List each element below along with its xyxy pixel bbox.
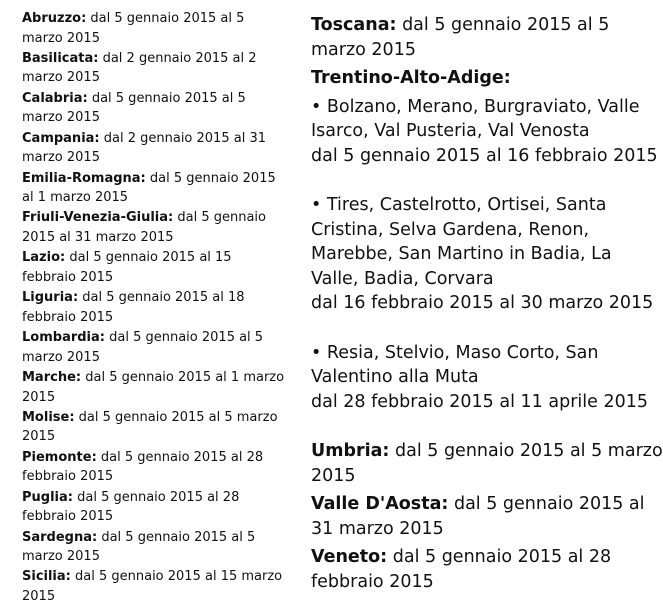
toscana-line-1 <box>311 13 610 38</box>
entry-line-1 <box>22 9 300 29</box>
group-line: • Tires, Castelrotto, Ortisei, Santa <box>311 195 607 215</box>
region-entry <box>22 129 300 169</box>
date-text: dal 5 gennaio 2015 al 5 <box>86 11 245 26</box>
date-text: dal 5 gennaio 2015 al 5 <box>104 330 264 346</box>
date-text: dal 5 gennaio 2015 al 28 <box>96 449 264 465</box>
entry-line-2: febbraio 2015 <box>22 309 114 325</box>
entry-line-1 <box>22 129 300 149</box>
region-name: Campania: <box>22 130 100 146</box>
region-entry <box>22 408 300 448</box>
trentino-group-3 <box>311 341 648 415</box>
region-name: Calabria: <box>22 90 88 106</box>
region-name: Abruzzo: <box>22 11 87 26</box>
entry-line-1 <box>22 328 300 348</box>
entry-line-1 <box>22 248 300 268</box>
veneto-entry <box>311 545 612 594</box>
region-entry <box>22 288 300 328</box>
date-text: dal 5 gennaio 2015 al 28 <box>387 547 612 567</box>
region-entry <box>22 368 300 408</box>
entry-line-1 <box>22 169 300 189</box>
region-name: Friuli-Venezia-Giulia: <box>22 210 174 226</box>
entry-line-2: marzo 2015 <box>22 349 100 365</box>
region-name: Piemonte: <box>22 449 97 465</box>
date-text: dal 2 gennaio 2015 al 31 <box>99 130 266 146</box>
region-name: Veneto: <box>311 547 388 567</box>
group-date: dal 28 febbraio 2015 al 11 aprile 2015 <box>311 391 648 412</box>
entry-line-1 <box>22 448 300 468</box>
date-text: dal 5 gennaio 2015 al 28 <box>72 489 240 505</box>
group-line: Isarco, Val Pusteria, Val Venosta <box>311 121 590 141</box>
entry-line-1 <box>22 89 300 109</box>
date-text: dal 2 gennaio 2015 al 2 <box>98 50 257 66</box>
region-name: Puglia: <box>22 489 73 505</box>
region-entry <box>22 89 300 129</box>
group-date: dal 16 febbraio 2015 al 30 marzo 2015 <box>311 293 654 313</box>
region-entry <box>22 528 300 568</box>
entry-line-1 <box>22 408 300 428</box>
right-column <box>311 13 663 603</box>
region-name: Liguria: <box>22 290 79 306</box>
veneto-line-1 <box>311 545 612 570</box>
umbria-line-1 <box>311 439 663 464</box>
group-line: • Bolzano, Merano, Burgraviato, Valle <box>311 96 640 117</box>
entry-line-1 <box>22 49 300 69</box>
region-name: Basilicata: <box>22 50 99 66</box>
trentino-group-1 <box>311 95 658 169</box>
toscana-entry <box>311 13 610 62</box>
toscana-line-2: marzo 2015 <box>311 39 416 60</box>
entry-line-2: al 1 marzo 2015 <box>22 190 129 206</box>
date-text: dal 5 gennaio 2015 al 5 marzo <box>74 409 278 425</box>
group-line: Valle, Badia, Corvara <box>311 268 494 289</box>
trentino-entry <box>311 66 658 414</box>
region-entry <box>22 49 300 89</box>
entry-line-2: 2015 <box>22 588 56 604</box>
trentino-group-2 <box>311 193 654 316</box>
entry-line-2: febbraio 2015 <box>22 269 114 285</box>
entry-line-2: 2015 al 31 marzo 2015 <box>22 229 174 245</box>
umbria-entry <box>311 439 663 488</box>
region-name: Sardegna: <box>22 529 98 545</box>
region-entry <box>22 567 300 607</box>
entry-line-2: febbraio 2015 <box>22 469 114 485</box>
entry-line-1 <box>22 208 300 228</box>
region-entry <box>22 248 300 288</box>
entry-line-1 <box>22 288 300 308</box>
date-text: dal 5 gennaio 2015 al 5 <box>97 529 256 545</box>
entry-line-2: 2015 <box>22 389 56 405</box>
region-name: Lazio: <box>22 250 66 266</box>
region-entry <box>22 208 300 248</box>
valle-daosta-line-2: 31 marzo 2015 <box>311 518 444 539</box>
veneto-line-2: febbraio 2015 <box>311 571 434 592</box>
entry-line-2: marzo 2015 <box>22 150 100 166</box>
entry-line-1 <box>22 567 300 587</box>
entry-line-2: marzo 2015 <box>22 110 100 126</box>
region-entry <box>22 169 300 209</box>
region-entry <box>22 448 300 488</box>
entry-line-2: febbraio 2015 <box>22 509 114 525</box>
region-entry <box>22 328 300 368</box>
entry-line-2: 2015 <box>22 429 56 445</box>
date-text: dal 5 gennaio <box>173 210 266 226</box>
entry-line-2: marzo 2015 <box>22 30 100 46</box>
valle-daosta-entry <box>311 492 645 541</box>
group-line: Marebbe, San Martino in Badia, La <box>311 244 612 264</box>
left-column <box>22 9 300 604</box>
region-name: Umbria: <box>311 441 390 461</box>
region-name: Toscana: <box>311 15 397 35</box>
group-line: Valentino alla Muta <box>311 367 479 387</box>
region-name: Lombardia: <box>22 330 105 346</box>
region-entry <box>22 488 300 528</box>
date-text: dal 5 gennaio 2015 al 5 marzo <box>389 441 663 461</box>
date-text: dal 5 gennaio 2015 al 18 <box>78 290 245 306</box>
date-text: dal 5 gennaio 2015 al 5 <box>396 15 610 35</box>
group-date: dal 5 gennaio 2015 al 16 febbraio 2015 <box>311 145 658 166</box>
date-text: dal 5 gennaio 2015 al 5 <box>87 90 246 106</box>
date-text: dal 5 gennaio 2015 <box>145 170 276 186</box>
umbria-line-2: 2015 <box>311 465 356 486</box>
entry-line-2: marzo 2015 <box>22 70 100 86</box>
valle-daosta-line-1 <box>311 492 645 517</box>
region-name: Marche: <box>22 370 82 386</box>
region-name: Valle D'Aosta: <box>311 494 449 514</box>
region-name: Sicilia: <box>22 569 71 585</box>
date-text: dal 5 gennaio 2015 al <box>448 494 645 514</box>
date-text: dal 5 gennaio 2015 al 15 <box>65 250 232 266</box>
date-text: dal 5 gennaio 2015 al 15 marzo <box>70 569 283 585</box>
region-name: Molise: <box>22 409 75 425</box>
group-line: Cristina, Selva Gardena, Renon, <box>311 219 590 240</box>
group-line: • Resia, Stelvio, Maso Corto, San <box>311 342 599 363</box>
entry-line-1 <box>22 488 300 508</box>
region-name: Emilia-Romagna: <box>22 170 146 186</box>
entry-line-2: marzo 2015 <box>22 549 100 565</box>
entry-line-1 <box>22 368 300 388</box>
date-text: dal 5 gennaio 2015 al 1 marzo <box>81 370 285 386</box>
entry-line-1 <box>22 528 300 548</box>
region-name: Trentino-Alto-Adige: <box>311 68 511 88</box>
region-entry <box>22 9 300 49</box>
